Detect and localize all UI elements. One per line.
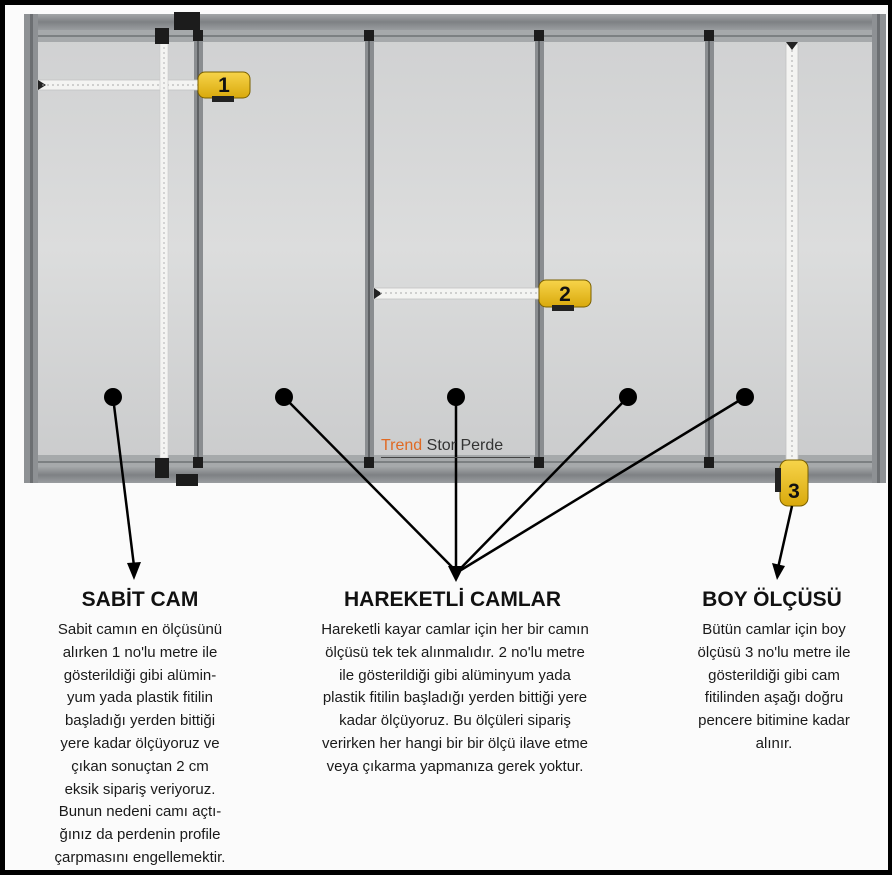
- text-height-measure: Bütün camlar için boy ölçüsü 3 no'lu metre ile gösterildiği gibi cam fitilinden aşağı doğru pencere bitimine kadar alınır.: [697, 621, 851, 752]
- watermark-brand: Trend: [381, 437, 423, 454]
- watermark-underline: [381, 457, 530, 458]
- tape-label-2: 2: [559, 283, 571, 306]
- watermark-text: Stor Perde: [426, 437, 504, 454]
- tape-label-3: 3: [788, 480, 800, 503]
- text-fixed-glass: Sabit camın en ölçüsünü alırken 1 no'lu metre ile gösterildiği gibi alümin- yum yada plastik fitilin başladığı yerden bittiği yere kadar ölçüyoruz ve çıkan sonuçtan 2 cm eksik sipariş veriyoruz. Bunun nedeni camı açtı- ğınız da perdenin profile çarpmasını engellemektir.: [54, 621, 226, 866]
- title-height-measure: BOY ÖLÇÜSÜ: [702, 588, 842, 611]
- top-rail: [24, 14, 886, 30]
- title-fixed-glass: SABİT CAM: [81, 588, 199, 611]
- text-moving-glass: Hareketli kayar camlar için her bir camın ölçüsü tek tek alınmalıdır. 2 no'lu metre ile gösterildiği gibi alüminyum yada plastik fitilin başladığı yerden bittiği yere kadar ölçüyoruz. Bu ölçüleri sipariş verirken her hangi bir bir ölçü ilave etme veya çıkarma yapmanıza gerek yoktur.: [321, 621, 589, 775]
- title-moving-glass: HAREKETLİ CAMLAR: [344, 588, 561, 611]
- tape-label-1: 1: [218, 74, 230, 97]
- watermark: [381, 437, 503, 455]
